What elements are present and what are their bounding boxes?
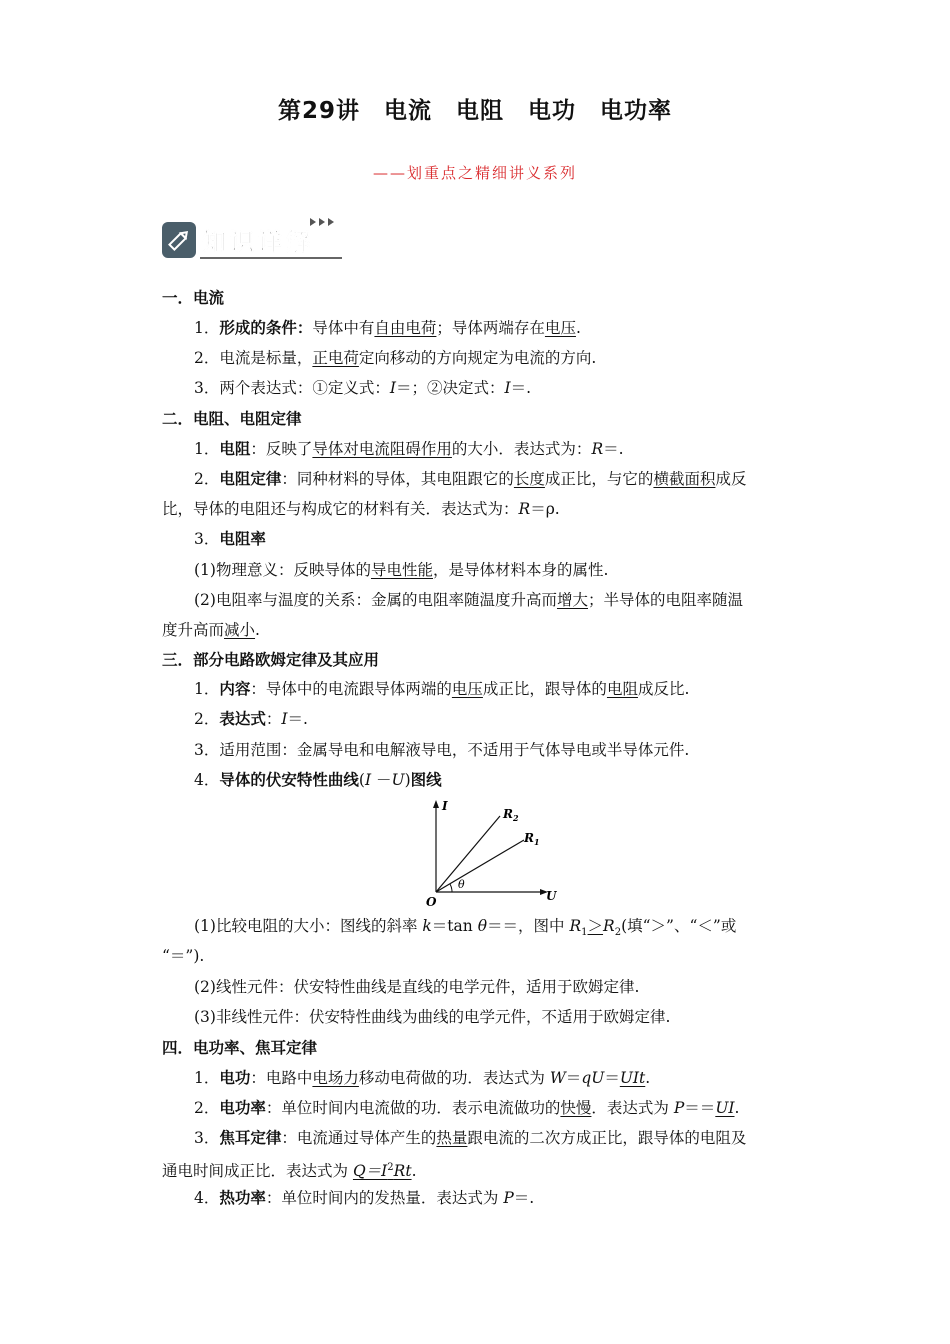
page-title: 第29讲 电流 电阻 电功 电功率: [277, 98, 672, 124]
r1-label: $R_1$: [524, 831, 540, 847]
s2-line2b: 比，导体的电阻还与构成它的材料有关．表达式为：R＝ρ.: [162, 500, 560, 518]
s4-line1: 1．电功：电路中电场力移动电荷做的功．表达式为 W＝qU＝UIt.: [194, 1069, 651, 1087]
s3-line3: 3．适用范围：金属导电和电解液导电，不适用于气体导电或半导体元件.: [194, 741, 690, 759]
theta-arc: [450, 884, 452, 892]
s2-line2a: 2．电阻定律：同种材料的导体，其电阻跟它的长度成正比，与它的横截面积成反: [194, 470, 747, 488]
heading-current: 一．电流: [162, 289, 225, 307]
r2-label: $R_2$: [503, 807, 519, 823]
s3-line4: 4．导体的伏安特性曲线(I －U)图线: [194, 771, 442, 789]
heading-ohm: 三．部分电路欧姆定律及其应用: [162, 651, 380, 669]
s4-line2: 2．电功率：单位时间内电流做的功．表示电流做功的快慢．表达式为 P＝＝UI.: [194, 1099, 740, 1117]
s4-line3a: 3．焦耳定律：电流通过导体产生的热量跟电流的二次方成正比，跟导体的电阻及: [194, 1129, 747, 1147]
y-axis-arrow: [433, 800, 439, 808]
section-badge: [160, 216, 346, 262]
s4-line3b: 通电时间成正比．表达式为 $Q=I^2Rt$.: [162, 1162, 417, 1181]
s4-line4: 4．热功率：单位时间内的发热量．表达式为 P＝.: [194, 1189, 535, 1207]
iu-graph: [418, 796, 568, 908]
s3-line1: 1．内容：导体中的电流跟导体两端的电压成正比，跟导体的电阻成反比.: [194, 680, 690, 698]
s3-line5b: “＝”).: [162, 947, 205, 965]
badge-icon-box: [162, 222, 196, 258]
s2-line3: 3．电阻率: [194, 530, 266, 548]
s2-line5a: (2)电阻率与温度的关系：金属的电阻率随温度升高而增大；半导体的电阻率随温: [194, 591, 743, 609]
badge-label: 知识详解: [202, 228, 314, 256]
origin-label: O: [426, 895, 437, 908]
s3-line2: 2．表达式：I＝.: [194, 710, 308, 728]
s2-line4: (1)物理意义：反映导体的导电性能，是导体材料本身的属性.: [194, 561, 609, 579]
theta-label: θ: [458, 878, 465, 891]
heading-power: 四．电功率、焦耳定律: [162, 1039, 318, 1057]
y-axis-label: I: [442, 799, 448, 813]
s3-line5a: (1)比较电阻的大小：图线的斜率 k＝tan θ＝＝，图中 $R_1>R_2$(填“＞”、“＜”或: [194, 917, 737, 939]
line-r2: [436, 816, 500, 892]
arrows-icon: [310, 218, 334, 226]
s3-line6: (2)线性元件：伏安特性曲线是直线的电学元件，适用于欧姆定律.: [194, 978, 640, 996]
s1-line1: 1．形成的条件：导体中有自由电荷；导体两端存在电压.: [194, 319, 581, 337]
s1-line2: 2．电流是标量，正电荷定向移动的方向规定为电流的方向.: [194, 349, 597, 367]
s3-line7: (3)非线性元件：伏安特性曲线为曲线的电学元件，不适用于欧姆定律.: [194, 1008, 671, 1026]
line-r1: [436, 840, 524, 892]
page-subtitle: ——划重点之精细讲义系列: [372, 164, 577, 182]
s1-line3: 3．两个表达式：①定义式：I＝；②决定式：I＝.: [194, 379, 532, 397]
s2-line1: 1．电阻：反映了导体对电流阻碍作用的大小．表达式为：R＝.: [194, 440, 624, 458]
x-axis-label: U: [546, 889, 557, 903]
s2-line5b: 度升高而减小.: [162, 621, 260, 639]
heading-resistance: 二．电阻、电阻定律: [162, 410, 302, 428]
